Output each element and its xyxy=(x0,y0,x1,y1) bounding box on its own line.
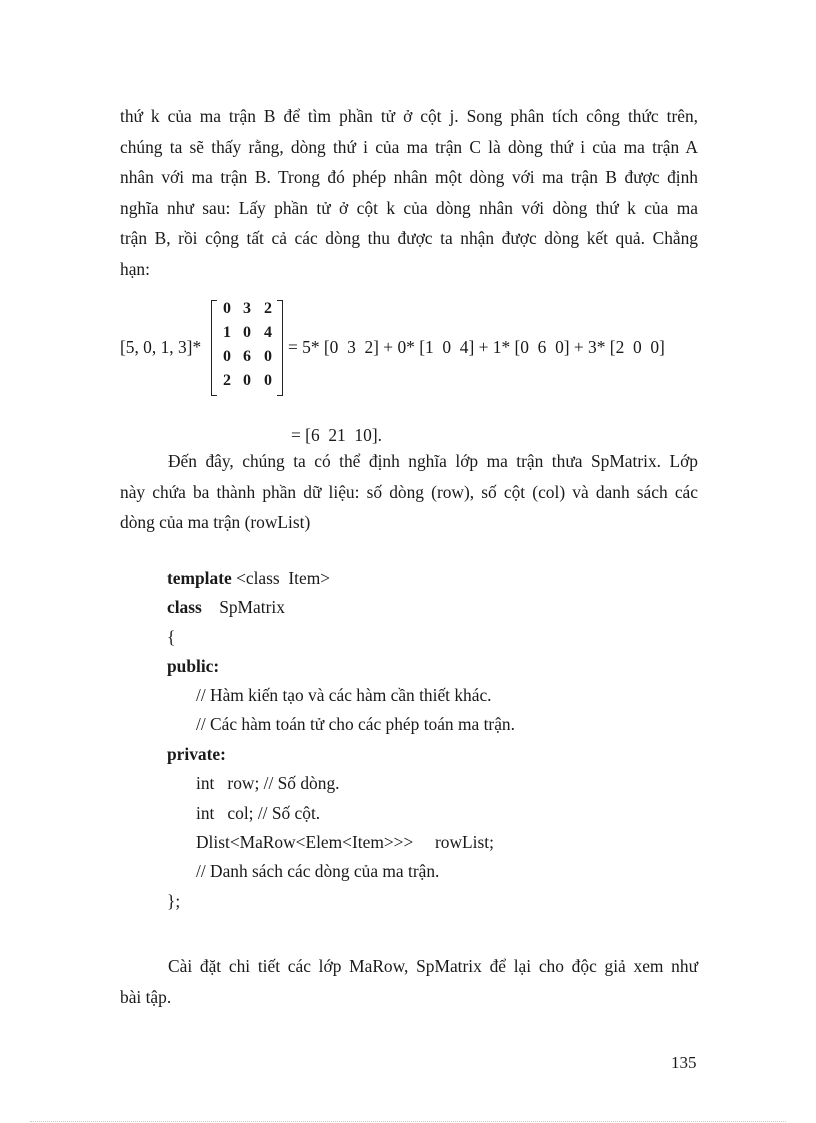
page-number: 135 xyxy=(671,1053,697,1072)
matrix-cell: 0 xyxy=(264,348,272,365)
page-bottom-border xyxy=(30,1121,786,1122)
matrix-cell: 0 xyxy=(243,372,251,389)
code-text: SpMatrix xyxy=(201,597,285,617)
matrix-cell: 0 xyxy=(223,348,231,365)
matrix-cell: 3 xyxy=(243,300,251,317)
text-line: hạn: xyxy=(120,258,150,279)
code-line: }; xyxy=(167,891,181,911)
equation-rhs: = 5* [0 3 2] + 0* [1 0 4] + 1* [0 6 0] + 3* [2 0 0] xyxy=(288,337,665,357)
text-line: dòng của ma trận (rowList) xyxy=(120,512,311,533)
matrix-cell: 0 xyxy=(223,300,231,317)
code-text: <class Item> xyxy=(231,568,331,588)
matrix-left-bracket xyxy=(211,300,217,396)
code-line: { xyxy=(167,627,176,647)
code-keyword: template xyxy=(167,568,232,588)
equation-lhs: [5, 0, 1, 3]* xyxy=(120,337,202,357)
matrix-cell: 0 xyxy=(264,372,272,389)
code-line: int row; // Số dòng. xyxy=(196,773,340,793)
code-line xyxy=(167,597,285,618)
code-line xyxy=(167,568,330,589)
paragraph-3 xyxy=(120,951,698,1012)
text-line: này chứa ba thành phần dữ liệu: số dòng (row), số cột (col) và danh sách các xyxy=(120,481,698,502)
text-line: thứ k của ma trận B để tìm phần tử ở cột j. Song phân tích công thức trên, xyxy=(120,106,698,126)
matrix-cell: 0 xyxy=(243,324,251,341)
paragraph-2 xyxy=(120,446,698,538)
paragraph-1 xyxy=(120,101,698,285)
matrix-right-bracket xyxy=(277,300,283,396)
matrix-cell: 2 xyxy=(223,372,231,389)
text-line: nghĩa như sau: Lấy phần tử ở cột k của dòng nhân với dòng thứ k của ma xyxy=(120,197,698,218)
text-line: Đến đây, chúng ta có thể định nghĩa lớp ma trận thưa SpMatrix. Lớp xyxy=(168,451,698,471)
matrix xyxy=(211,298,283,398)
code-line: int col; // Số cột. xyxy=(196,803,321,823)
text-line: nhân với ma trận B. Trong đó phép nhân một dòng với ma trận B được định xyxy=(120,167,698,188)
text-line: Cài đặt chi tiết các lớp MaRow, SpMatrix để lại cho độc giả xem như xyxy=(168,956,698,976)
text-line: trận B, rồi cộng tất cả các dòng thu được ta nhận được dòng kết quả. Chẳng xyxy=(120,228,698,249)
equation-result: = [6 21 10]. xyxy=(291,425,382,445)
code-comment: // Hàm kiến tạo và các hàm cần thiết khác. xyxy=(196,685,492,705)
matrix-cell: 1 xyxy=(223,324,231,341)
code-keyword: class xyxy=(167,597,202,617)
code-comment: // Danh sách các dòng của ma trận. xyxy=(196,861,440,881)
text-line: bài tập. xyxy=(120,986,172,1007)
code-keyword: private: xyxy=(167,744,226,764)
matrix-cell: 2 xyxy=(264,300,272,317)
code-line: Dlist<MaRow<Elem<Item>>> rowList; xyxy=(196,832,494,852)
code-keyword: public: xyxy=(167,656,220,676)
text-line: chúng ta sẽ thấy rằng, dòng thứ i của ma trận C là dòng thứ i của ma trận A xyxy=(120,136,698,157)
code-comment: // Các hàm toán tử cho các phép toán ma trận. xyxy=(196,714,515,734)
matrix-cell: 6 xyxy=(243,348,251,365)
matrix-cell: 4 xyxy=(264,324,272,341)
